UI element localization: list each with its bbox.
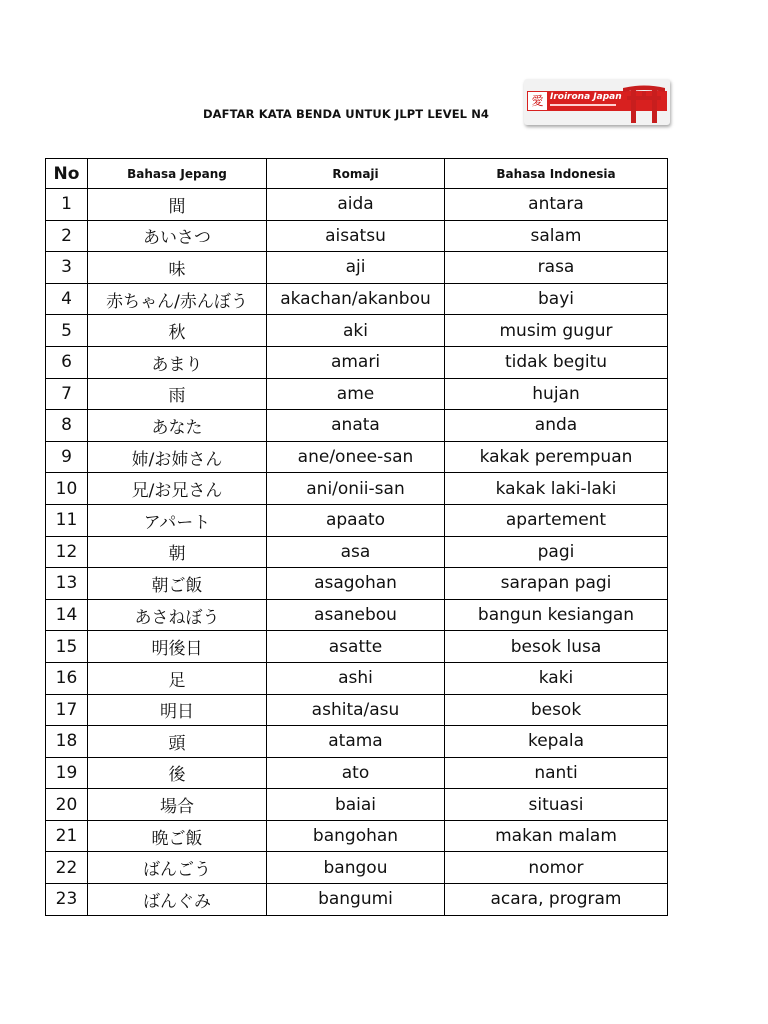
row-number: 13 [46, 568, 88, 600]
row-number: 17 [46, 694, 88, 726]
header-bahasa-jepang: Bahasa Jepang [88, 159, 267, 189]
japanese-word: ばんぐみ [88, 884, 267, 916]
japanese-word: 頭 [88, 726, 267, 758]
row-number: 10 [46, 473, 88, 505]
indonesian-meaning: kepala [445, 726, 668, 758]
indonesian-meaning: hujan [445, 378, 668, 410]
table-row [46, 504, 668, 536]
row-number: 7 [46, 378, 88, 410]
table-row [46, 473, 668, 505]
romaji: aida [267, 189, 445, 221]
indonesian-meaning: antara [445, 189, 668, 221]
japanese-word: 朝ご飯 [88, 568, 267, 600]
japanese-word: 明日 [88, 694, 267, 726]
romaji: bangou [267, 852, 445, 884]
row-number: 11 [46, 504, 88, 536]
indonesian-meaning: apartement [445, 504, 668, 536]
indonesian-meaning: tidak begitu [445, 346, 668, 378]
japanese-word: 場合 [88, 789, 267, 821]
romaji: bangohan [267, 820, 445, 852]
table-header-row [46, 159, 668, 189]
table-row [46, 599, 668, 631]
page-title: DAFTAR KATA BENDA UNTUK JLPT LEVEL N4 [203, 107, 490, 121]
indonesian-meaning: bayi [445, 283, 668, 315]
indonesian-meaning: kakak perempuan [445, 441, 668, 473]
japanese-word: 晩ご飯 [88, 820, 267, 852]
table-row [46, 536, 668, 568]
japanese-word: あまり [88, 346, 267, 378]
row-number: 1 [46, 189, 88, 221]
romaji: ashita/asu [267, 694, 445, 726]
indonesian-meaning: pagi [445, 536, 668, 568]
table-row [46, 315, 668, 347]
japanese-word: 雨 [88, 378, 267, 410]
header-no: No [46, 159, 88, 189]
row-number: 16 [46, 662, 88, 694]
romaji: apaato [267, 504, 445, 536]
row-number: 15 [46, 631, 88, 663]
row-number: 5 [46, 315, 88, 347]
romaji: ani/onii-san [267, 473, 445, 505]
romaji: atama [267, 726, 445, 758]
japanese-word: 味 [88, 252, 267, 284]
japanese-word: 後 [88, 757, 267, 789]
romaji: baiai [267, 789, 445, 821]
romaji: asatte [267, 631, 445, 663]
row-number: 8 [46, 410, 88, 442]
table-row [46, 631, 668, 663]
romaji: aji [267, 252, 445, 284]
japanese-word: 兄/お兄さん [88, 473, 267, 505]
indonesian-meaning: anda [445, 410, 668, 442]
indonesian-meaning: besok lusa [445, 631, 668, 663]
table-row [46, 252, 668, 284]
indonesian-meaning: bangun kesiangan [445, 599, 668, 631]
indonesian-meaning: rasa [445, 252, 668, 284]
indonesian-meaning: musim gugur [445, 315, 668, 347]
japanese-word: アパート [88, 504, 267, 536]
table-row [46, 220, 668, 252]
indonesian-meaning: salam [445, 220, 668, 252]
indonesian-meaning: situasi [445, 789, 668, 821]
table-row [46, 283, 668, 315]
table-row [46, 789, 668, 821]
row-number: 3 [46, 252, 88, 284]
iroirona-japan-logo [524, 79, 670, 125]
japanese-word: 秋 [88, 315, 267, 347]
row-number: 14 [46, 599, 88, 631]
table-row [46, 884, 668, 916]
romaji: amari [267, 346, 445, 378]
japanese-word: 朝 [88, 536, 267, 568]
torii-gate-icon [622, 83, 666, 123]
row-number: 23 [46, 884, 88, 916]
indonesian-meaning: nanti [445, 757, 668, 789]
row-number: 12 [46, 536, 88, 568]
table-row [46, 189, 668, 221]
romaji: bangumi [267, 884, 445, 916]
table-row [46, 568, 668, 600]
romaji: ane/onee-san [267, 441, 445, 473]
row-number: 21 [46, 820, 88, 852]
japanese-word: 赤ちゃん/赤んぼう [88, 283, 267, 315]
row-number: 18 [46, 726, 88, 758]
japanese-word: 姉/お姉さん [88, 441, 267, 473]
romaji: ame [267, 378, 445, 410]
table-row [46, 441, 668, 473]
indonesian-meaning: besok [445, 694, 668, 726]
romaji: asagohan [267, 568, 445, 600]
vocabulary-table [45, 158, 668, 916]
row-number: 4 [46, 283, 88, 315]
japanese-word: あいさつ [88, 220, 267, 252]
indonesian-meaning: kakak laki-laki [445, 473, 668, 505]
table-row [46, 378, 668, 410]
romaji: aki [267, 315, 445, 347]
header-romaji: Romaji [267, 159, 445, 189]
romaji: ashi [267, 662, 445, 694]
japanese-word: 足 [88, 662, 267, 694]
japanese-word: あさねぼう [88, 599, 267, 631]
table-row [46, 410, 668, 442]
indonesian-meaning: sarapan pagi [445, 568, 668, 600]
row-number: 9 [46, 441, 88, 473]
romaji: aisatsu [267, 220, 445, 252]
logo-underline [550, 104, 616, 106]
row-number: 22 [46, 852, 88, 884]
romaji: akachan/akanbou [267, 283, 445, 315]
logo-kanji-icon: 愛 [528, 92, 547, 110]
japanese-word: 明後日 [88, 631, 267, 663]
table-row [46, 346, 668, 378]
indonesian-meaning: acara, program [445, 884, 668, 916]
indonesian-meaning: nomor [445, 852, 668, 884]
row-number: 2 [46, 220, 88, 252]
romaji: ato [267, 757, 445, 789]
japanese-word: ばんごう [88, 852, 267, 884]
table-row [46, 757, 668, 789]
row-number: 20 [46, 789, 88, 821]
table-row [46, 662, 668, 694]
japanese-word: 間 [88, 189, 267, 221]
indonesian-meaning: kaki [445, 662, 668, 694]
row-number: 19 [46, 757, 88, 789]
row-number: 6 [46, 346, 88, 378]
japanese-word: あなた [88, 410, 267, 442]
header-bahasa-indonesia: Bahasa Indonesia [445, 159, 668, 189]
romaji: asanebou [267, 599, 445, 631]
table-row [46, 820, 668, 852]
indonesian-meaning: makan malam [445, 820, 668, 852]
table-row [46, 852, 668, 884]
logo-text: Iroirona Japan [550, 92, 622, 102]
table-row [46, 694, 668, 726]
table-row [46, 726, 668, 758]
romaji: asa [267, 536, 445, 568]
romaji: anata [267, 410, 445, 442]
